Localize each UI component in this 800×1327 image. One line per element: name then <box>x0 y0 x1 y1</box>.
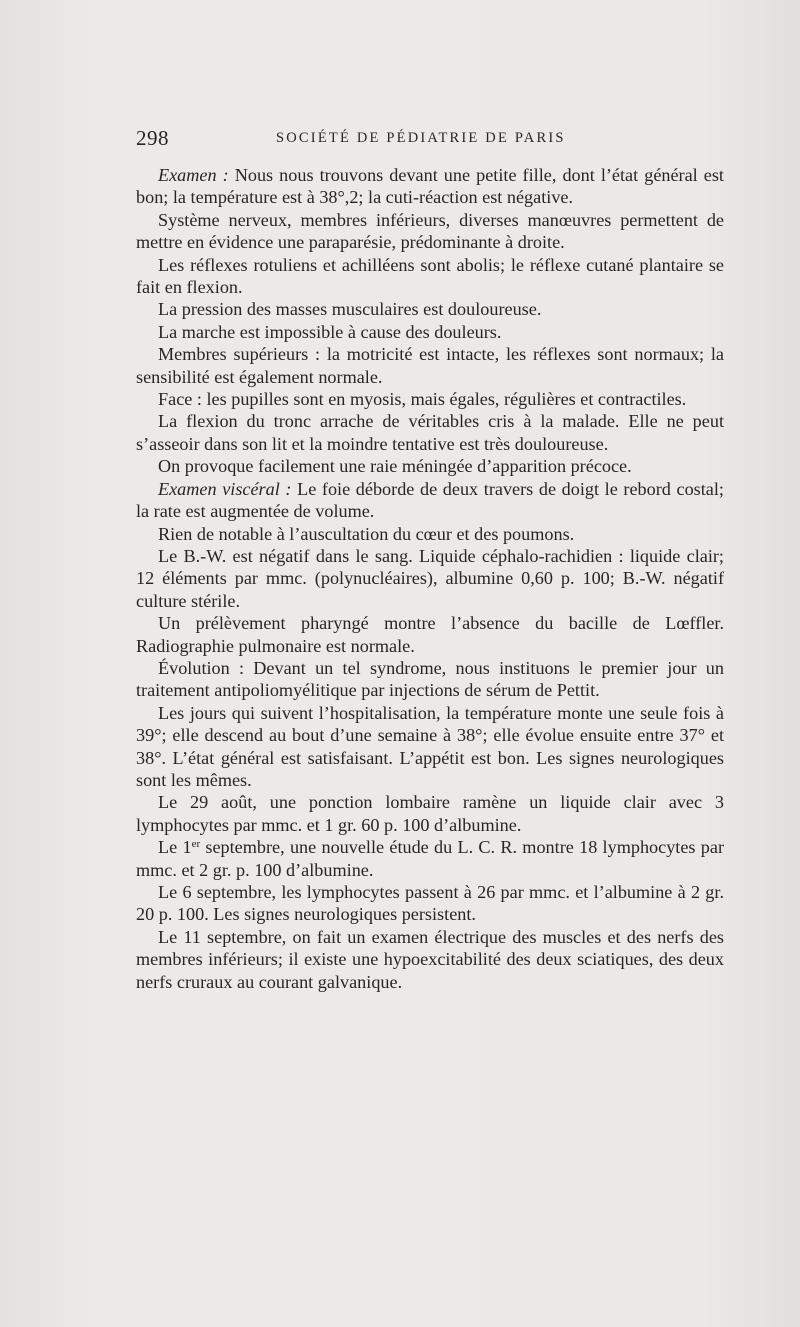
paragraph: Le 11 septembre, on fait un examen électrique des muscles et des nerfs des membres inférieurs; il existe une hypoexcitabilité des deux sciatiques, des deux nerfs cruraux au courant galvanique. <box>136 926 724 992</box>
body-text <box>136 164 724 993</box>
paragraph-evolution: Évolution : Devant un tel syndrome, nous instituons le premier jour un traitement antipoliomyélitique par injections de sérum de Pettit. <box>136 657 724 701</box>
paragraph: Face : les pupilles sont en myosis, mais égales, régulières et contractiles. <box>158 389 687 410</box>
paragraph: Les réflexes rotuliens et achilléens sont abolis; le réflexe cutané plantaire se fait en flexion. <box>136 254 724 298</box>
paragraph: La pression des masses musculaires est douloureuse. <box>158 299 542 320</box>
page-number: 298 <box>136 126 169 150</box>
running-head: SOCIÉTÉ DE PÉDIATRIE DE PARIS <box>276 130 566 146</box>
page-header <box>136 126 724 154</box>
paragraph: La marche est impossible à cause des douleurs. <box>158 321 502 342</box>
paragraph: Le 1er septembre, une nouvelle étude du L. C. R. montre 18 lymphocytes par mmc. et 2 gr. p. 100 d’albumine. <box>136 837 724 880</box>
paragraph: Système nerveux, membres inférieurs, diverses manœuvres permettent de mettre en évidence une paraparésie, prédominante à droite. <box>136 209 724 253</box>
section-lead: Examen : <box>158 165 229 185</box>
paragraph: Un prélèvement pharyngé montre l’absence du bacille de Lœffler. Radiographie pulmonaire est normale. <box>136 613 724 656</box>
paragraph: On provoque facilement une raie méningée d’apparition précoce. <box>158 456 632 477</box>
paragraph: Le B.-W. est négatif dans le sang. Liquide céphalo-rachidien : liquide clair; 12 éléments par mmc. (polynucléaires), albumine 0,60 p. 100; B.-W. négatif culture stérile. <box>136 545 724 611</box>
paragraph: La flexion du tronc arrache de véritables cris à la malade. Elle ne peut s’asseoir dans son lit et la moindre tentative est très douloureuse. <box>136 411 724 454</box>
section-lead: Examen viscéral : <box>158 478 292 499</box>
paragraph: Le 29 août, une ponction lombaire ramène un liquide clair avec 3 lymphocytes par mmc. et 1 gr. 60 p. 100 d’albumine. <box>136 792 724 835</box>
paragraph-examen: Examen : Nous nous trouvons devant une petite fille, dont l’état général est bon; la température est à 38°,2; la cuti-réaction est négative. <box>136 165 724 208</box>
paragraph: Membres supérieurs : la motricité est intacte, les réflexes sont normaux; la sensibilité est également normale. <box>136 344 724 387</box>
paragraph-examen-visceral: Examen viscéral : Le foie déborde de deux travers de doigt le rebord costal; la rate est augmentée de volume. <box>136 478 724 522</box>
paragraph: Rien de notable à l’auscultation du cœur et des poumons. <box>158 523 575 544</box>
paragraph: Le 6 septembre, les lymphocytes passent à 26 par mmc. et l’albumine à 2 gr. 20 p. 100. Les signes neurologiques persistent. <box>136 882 724 925</box>
paragraph: Les jours qui suivent l’hospitalisation, la température monte une seule fois à 39°; elle descend au bout d’une semaine à 38°; elle évolue ensuite entre 37° et 38°. L’état général est satisfaisant. L’appétit est bon. Les signes neurologiques sont les mêmes. <box>136 702 724 790</box>
